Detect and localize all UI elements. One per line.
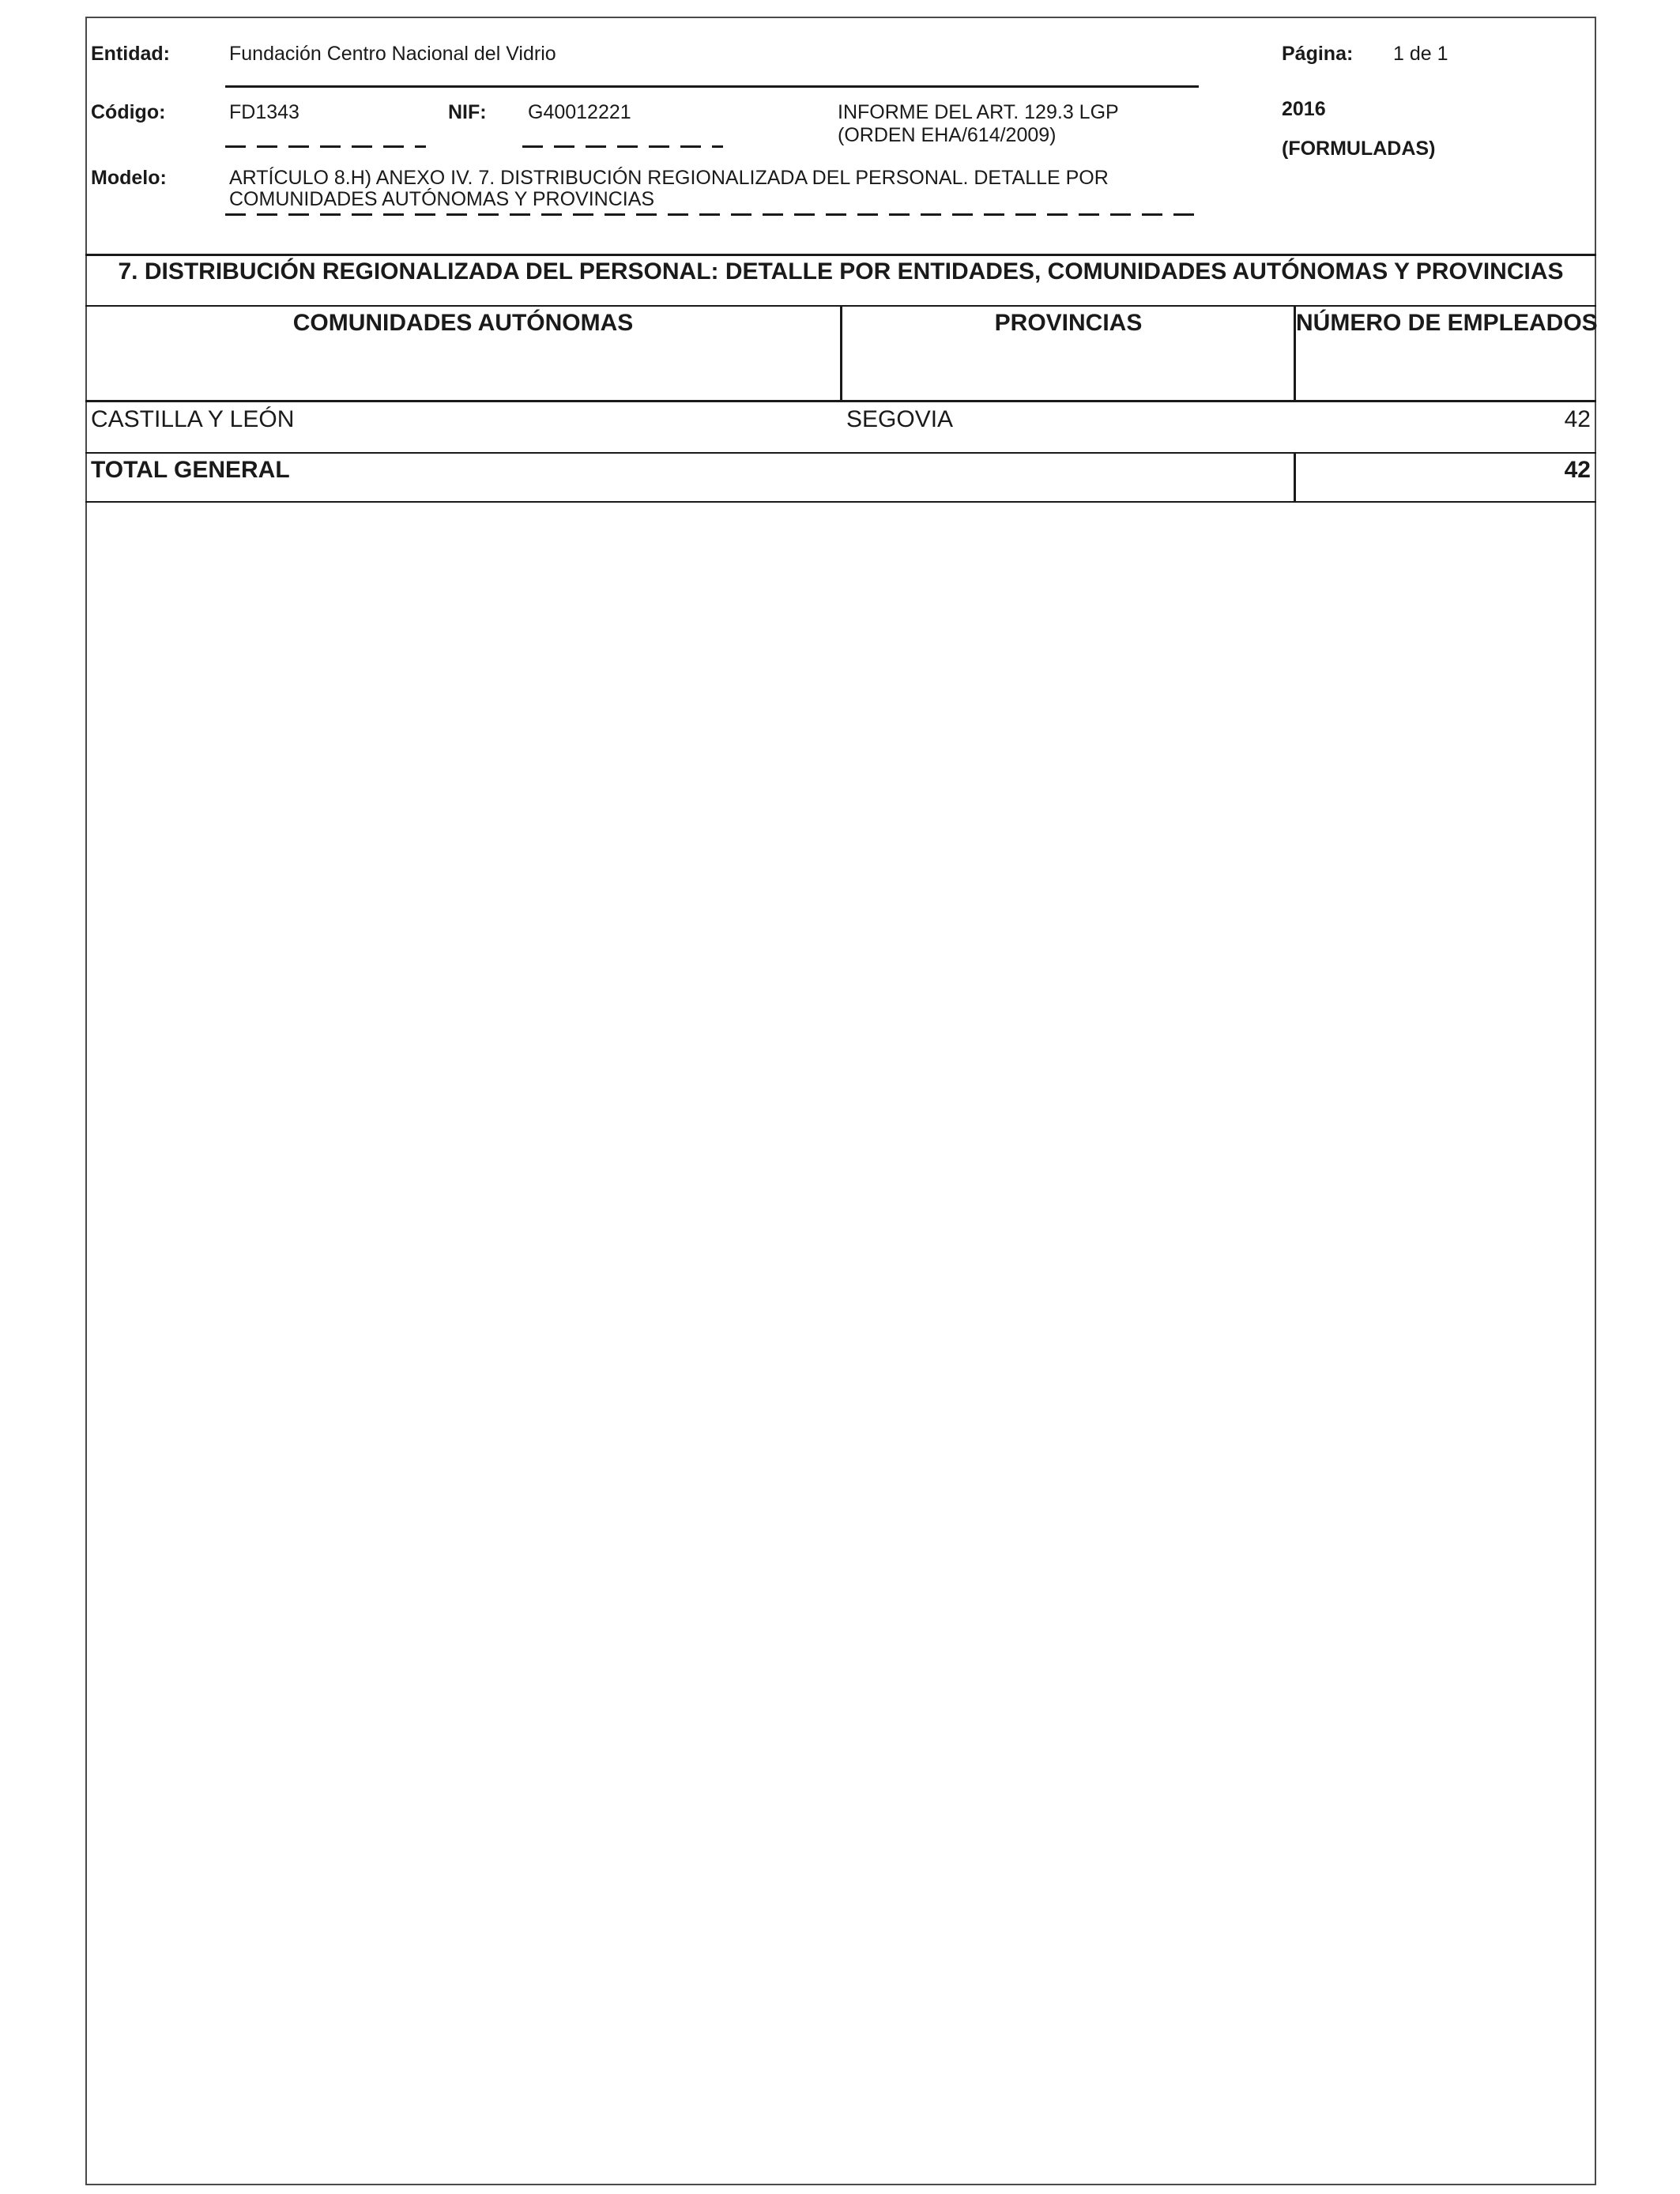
informe-line2: (ORDEN EHA/614/2009) [838, 124, 1057, 146]
section-top-rule [85, 254, 1596, 256]
pagina-label: Página: [1282, 43, 1354, 65]
informe-line1: INFORME DEL ART. 129.3 LGP [838, 101, 1119, 123]
nif-value: G40012221 [528, 101, 631, 123]
codigo-label: Código: [91, 101, 166, 123]
codigo-value: FD1343 [229, 101, 299, 123]
total-bottom-rule [85, 501, 1596, 503]
report-year: 2016 [1282, 98, 1326, 120]
entidad-underline [225, 85, 1199, 88]
column-header-provincias: PROVINCIAS [994, 310, 1143, 336]
modelo-line1: ARTÍCULO 8.H) ANEXO IV. 7. DISTRIBUCIÓN REGIONALIZADA DEL PERSONAL. DETALLE POR [229, 167, 1109, 189]
row-empleados: 42 [1564, 406, 1591, 432]
row-provincia: SEGOVIA [846, 406, 954, 432]
section-title: 7. DISTRIBUCIÓN REGIONALIZADA DEL PERSONAL: DETALLE POR ENTIDADES, COMUNIDADES AUTÓNOMAS Y PROVINCIAS [118, 258, 1564, 285]
column-header-comunidades: COMUNIDADES AUTÓNOMAS [292, 310, 634, 336]
entidad-label: Entidad: [91, 43, 170, 65]
modelo-line2: COMUNIDADES AUTÓNOMAS Y PROVINCIAS [229, 188, 655, 210]
total-value: 42 [1564, 457, 1591, 483]
nif-label: NIF: [448, 101, 487, 123]
modelo-dashed-underline [225, 213, 1199, 216]
row-comunidad: CASTILLA Y LEÓN [91, 406, 295, 432]
column-header-empleados: NÚMERO DE EMPLEADOS [1296, 310, 1598, 336]
row-bottom-rule [85, 452, 1596, 454]
pagina-value: 1 de 1 [1393, 43, 1448, 65]
entidad-value: Fundación Centro Nacional del Vidrio [229, 43, 556, 65]
report-status: (FORMULADAS) [1282, 138, 1436, 160]
total-label: TOTAL GENERAL [91, 457, 290, 483]
modelo-label: Modelo: [91, 167, 167, 189]
nif-dashed-underline [522, 145, 723, 148]
header-bottom-rule [85, 400, 1596, 402]
codigo-dashed-underline [225, 145, 426, 148]
